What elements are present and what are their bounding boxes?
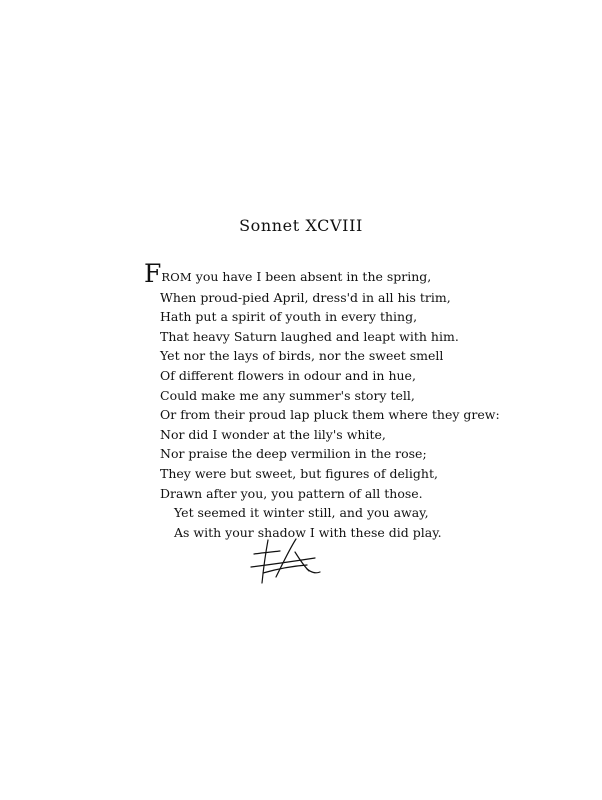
poem-line-4: That heavy Saturn laughed and leapt with him. <box>160 328 459 344</box>
poem-line-12: Drawn after you, you pattern of all those. <box>160 485 423 501</box>
poem-line-9: Nor did I wonder at the lily's white, <box>160 426 386 442</box>
poem-line-11: They were but sweet, but figures of delight, <box>160 465 438 481</box>
poem-line-2: When proud-pied April, dress'd in all his trim, <box>160 289 451 305</box>
poem-title: Sonnet XCVIII <box>239 216 363 235</box>
poem-line-14: As with your shadow I with these did play. <box>174 524 442 540</box>
drop-cap: F <box>144 259 162 288</box>
poem-line-10: Nor praise the deep vermilion in the rose; <box>160 446 427 462</box>
poem-body <box>144 259 500 542</box>
poem-line-5: Yet nor the lays of birds, nor the sweet smell <box>160 348 444 364</box>
poem-line-1 <box>144 259 500 288</box>
signature-mark <box>249 533 325 589</box>
poem-line-7: Could make me any summer's story tell, <box>160 387 415 403</box>
small-caps-word: ROM <box>161 270 192 284</box>
poem-line-13: Yet seemed it winter still, and you away, <box>174 505 429 521</box>
poem-line-6: Of different flowers in odour and in hue, <box>160 367 416 383</box>
poem-line-3: Hath put a spirit of youth in every thing, <box>160 309 418 325</box>
poem-line-8: Or from their proud lap pluck them where they grew: <box>160 407 500 423</box>
first-line-text: you have I been absent in the spring, <box>191 269 432 284</box>
